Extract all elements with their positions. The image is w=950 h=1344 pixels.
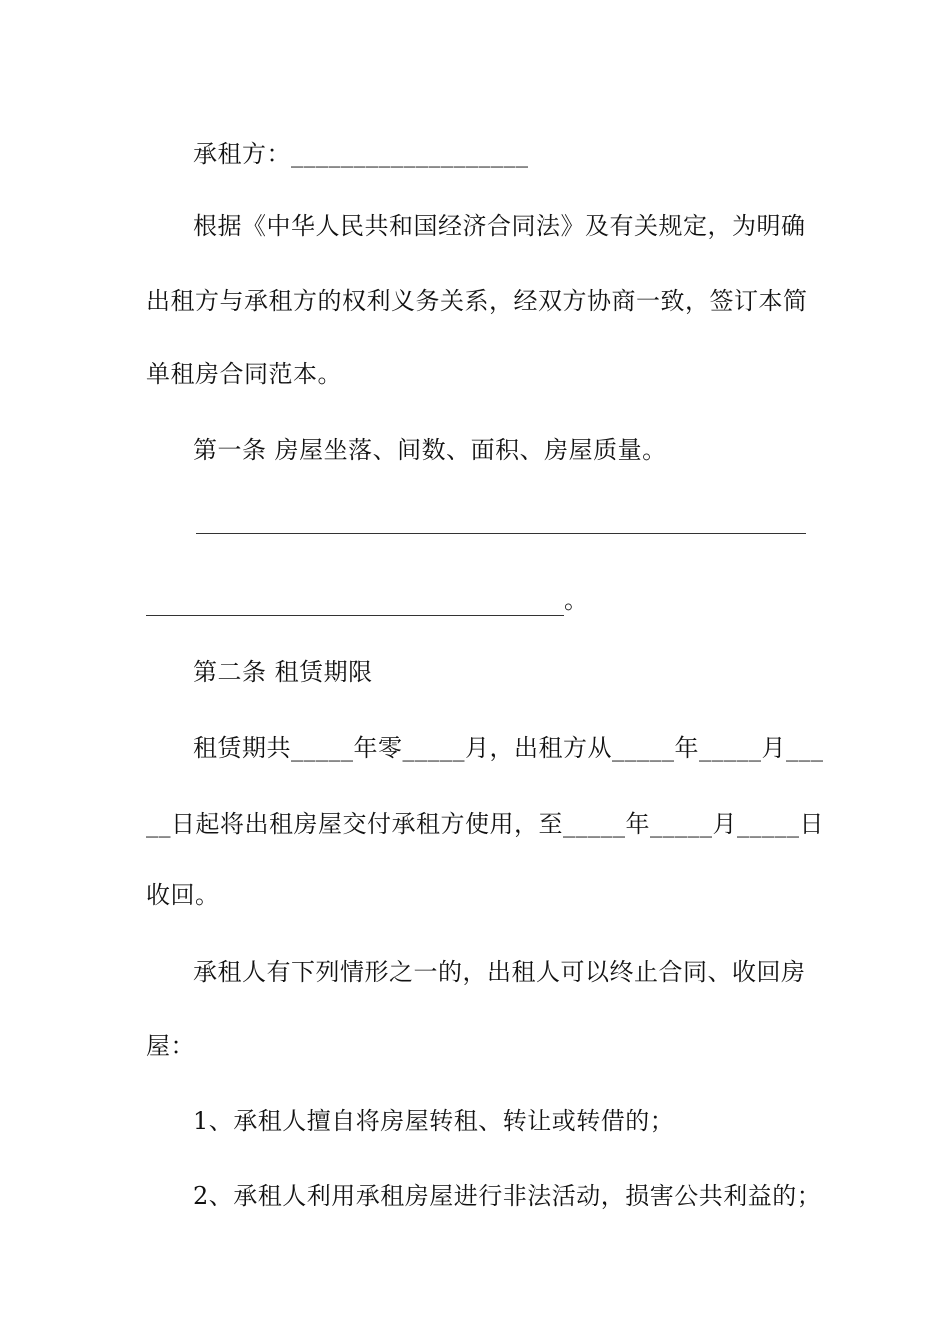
article-2-heading: 第二条 租赁期限 (193, 658, 373, 686)
preamble-line-2: 出租方与承租方的权利义务关系，经双方协商一致，签订本简 (146, 287, 808, 315)
lease-term-line-2: __日起将出租房屋交付承租方使用，至_____年_____月_____日 (146, 810, 824, 838)
lessee-line: 承租方：___________________ (193, 140, 529, 168)
article-1-period: 。 (564, 586, 589, 614)
termination-line-2: 屋： (146, 1032, 195, 1060)
preamble-line-3: 单租房合同范本。 (146, 360, 342, 388)
termination-line-1: 承租人有下列情形之一的，出租人可以终止合同、收回房 (193, 958, 806, 986)
article-1-blank-line-1 (196, 533, 806, 534)
lease-term-line-3: 收回。 (146, 881, 220, 909)
article-1-heading: 第一条 房屋坐落、间数、面积、房屋质量。 (193, 436, 667, 464)
lease-term-line-1: 租赁期共_____年零_____月，出租方从_____年_____月___ (193, 734, 824, 762)
article-1-blank-line-2-wrap (146, 584, 806, 616)
clause-1: 1、承租人擅自将房屋转租、转让或转借的； (193, 1107, 675, 1135)
article-1-blank-line-2 (146, 593, 564, 616)
clause-2: 2、承租人利用承租房屋进行非法活动，损害公共利益的； (193, 1182, 822, 1210)
preamble-line-1: 根据《中华人民共和国经济合同法》及有关规定，为明确 (193, 212, 806, 240)
